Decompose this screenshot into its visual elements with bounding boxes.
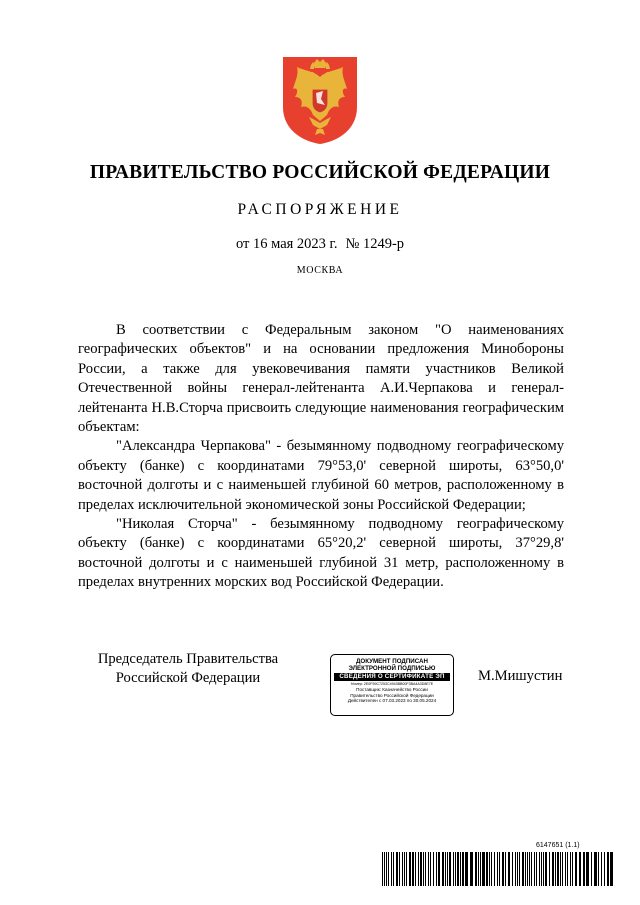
document-date: от 16 мая 2023 г. [235,236,338,252]
stamp-validity: Действителен с 07.03.2023 по 30.05.2024 [347,698,437,704]
barcode-bar [449,852,451,886]
barcode-bar [525,852,526,886]
stamp-certificate-bar: СВЕДЕНИЯ О СЕРТИФИКАТЕ ЭП [334,673,450,681]
barcode-bar [549,852,550,886]
barcode-bar [460,852,461,886]
stamp-heading [331,658,453,672]
barcode-bar [594,852,597,886]
barcode-bar [470,852,473,886]
barcode-bar [442,852,444,886]
barcode-bar [486,852,488,886]
barcode-bar [591,852,592,886]
barcode-bar [519,852,520,886]
barcode-bar [491,852,492,886]
barcode-bar [489,852,490,886]
barcode-bar [453,852,454,886]
body-paragraph: "Александра Черпакова" - безымянному подводному географическому объекту (банке) с координатами 79°53,0' северной широты, 63°50,0' восточной долготы и с наименьшей глубиной 60 метров, расположенному в пределах исключительной экономической зоны Российской Федерации; [78,438,564,513]
electronic-signature-stamp [330,654,454,716]
barcode-bar [531,852,532,886]
stamp-owner: Правительство Российской Федерации [350,692,434,698]
barcode-bar [415,852,416,886]
barcode-bar [497,852,498,886]
barcode-bar [607,852,609,886]
barcode-bar [536,852,537,886]
barcode-bar [423,852,424,886]
document-type: РАСПОРЯЖЕНИЕ [237,201,403,218]
barcode-bar [382,852,383,886]
barcode-bar [502,852,504,886]
barcode-bar [522,852,524,886]
body-paragraph: В соответствии с Федеральным законом "О наименованиях географических объектов" и на основании предложения Минобороны России, а также для увековечивания памяти участников Великой Отечественной войны генерал-лейтенанта А.И.Черпакова и генерал-лейтенанта Н.В.Сторча присвоить следующие наименования географическим объектам: [78,322,564,436]
barcode-bar [499,852,500,886]
barcode-bar [420,852,422,886]
barcode-bar [562,852,563,886]
barcode-bar [579,852,581,886]
barcode-bar [583,852,585,886]
barcode-bar [572,852,573,886]
barcode-bar [388,852,389,886]
barcode-bar [412,852,414,886]
barcode-bar [386,852,387,886]
barcode-bar [480,852,481,886]
signatory-name: М.Мишустин [478,668,563,684]
barcode-bar [462,852,464,886]
document-code: 6147651 (1.1) [536,842,580,849]
barcode-bar [517,852,518,886]
barcode-bar [404,852,405,886]
barcode-bar [430,852,431,886]
stamp-number-label: Номер: [350,682,363,686]
barcode-bar [438,852,440,886]
barcode-bar [447,852,448,886]
barcode-bar [425,852,426,886]
document-date-line [0,236,640,253]
barcode-bar [598,852,599,886]
barcode-bar [604,852,605,886]
barcode-bar [482,852,485,886]
barcode [382,852,614,886]
body-paragraph: "Николая Сторча" - безымянному подводному географическому объекту (банке) с координатами 65°20,2' северной широты, 37°29,8' восточной долготы и с наименьшей глубиной 31 метр, расположенному в пределах внутренних морских вод Российской Федерации. [78,516,564,591]
barcode-bar [543,852,544,886]
barcode-bar [457,852,459,886]
barcode-bar [384,852,385,886]
barcode-bar [418,852,419,886]
stamp-heading-line: ЭЛЕКТРОННОЙ ПОДПИСЬЮ [348,665,436,672]
barcode-bar [555,852,556,886]
document-number: № 1249-р [345,236,405,252]
barcode-bar [512,852,513,886]
barcode-bar [465,852,468,886]
stamp-issuer: Поставщик: Казначейство России [356,687,428,692]
barcode-bar [570,852,571,886]
barcode-bar [399,852,400,886]
barcode-bar [515,852,516,886]
signatory-title-line: Российской Федерации [115,670,261,686]
stamp-heading-line: ДОКУМЕНТ ПОДПИСАН [356,658,428,665]
document-body [78,321,564,593]
barcode-bar [552,852,554,886]
barcode-bar [560,852,561,886]
barcode-bar [541,852,542,886]
barcode-bar [601,852,602,886]
barcode-bar [610,852,613,886]
organization-title: ПРАВИТЕЛЬСТВО РОССИЙСКОЙ ФЕДЕРАЦИИ [89,162,551,183]
barcode-bar [565,852,566,886]
barcode-bar [396,852,398,886]
barcode-bar [557,852,559,886]
barcode-bar [475,852,477,886]
barcode-bar [586,852,589,886]
barcode-bar [478,852,479,886]
barcode-bar [529,852,530,886]
barcode-bar [391,852,392,886]
barcode-bar [402,852,403,886]
barcode-bar [527,852,528,886]
barcode-bar [575,852,577,886]
barcode-bar [545,852,547,886]
barcode-bar [393,852,394,886]
barcode-bar [406,852,407,886]
barcode-bar [433,852,434,886]
barcode-bar [508,852,510,886]
barcode-bar [428,852,429,886]
signatory-title-line: Председатель Правительства [97,651,279,667]
barcode-bar [436,852,437,886]
barcode-bar [534,852,535,886]
barcode-bar [455,852,456,886]
barcode-bar [409,852,411,886]
barcode-bar [567,852,568,886]
barcode-bar [505,852,506,886]
document-city: МОСКВА [296,265,344,276]
barcode-bar [539,852,540,886]
barcode-bar [494,852,495,886]
stamp-number-value: 2E0F59C7253C4943BB00F3BA4A3D8E7E [363,682,434,686]
coat-of-arms-emblem [281,55,359,145]
barcode-bar [445,852,446,886]
signatory-title [78,650,298,688]
